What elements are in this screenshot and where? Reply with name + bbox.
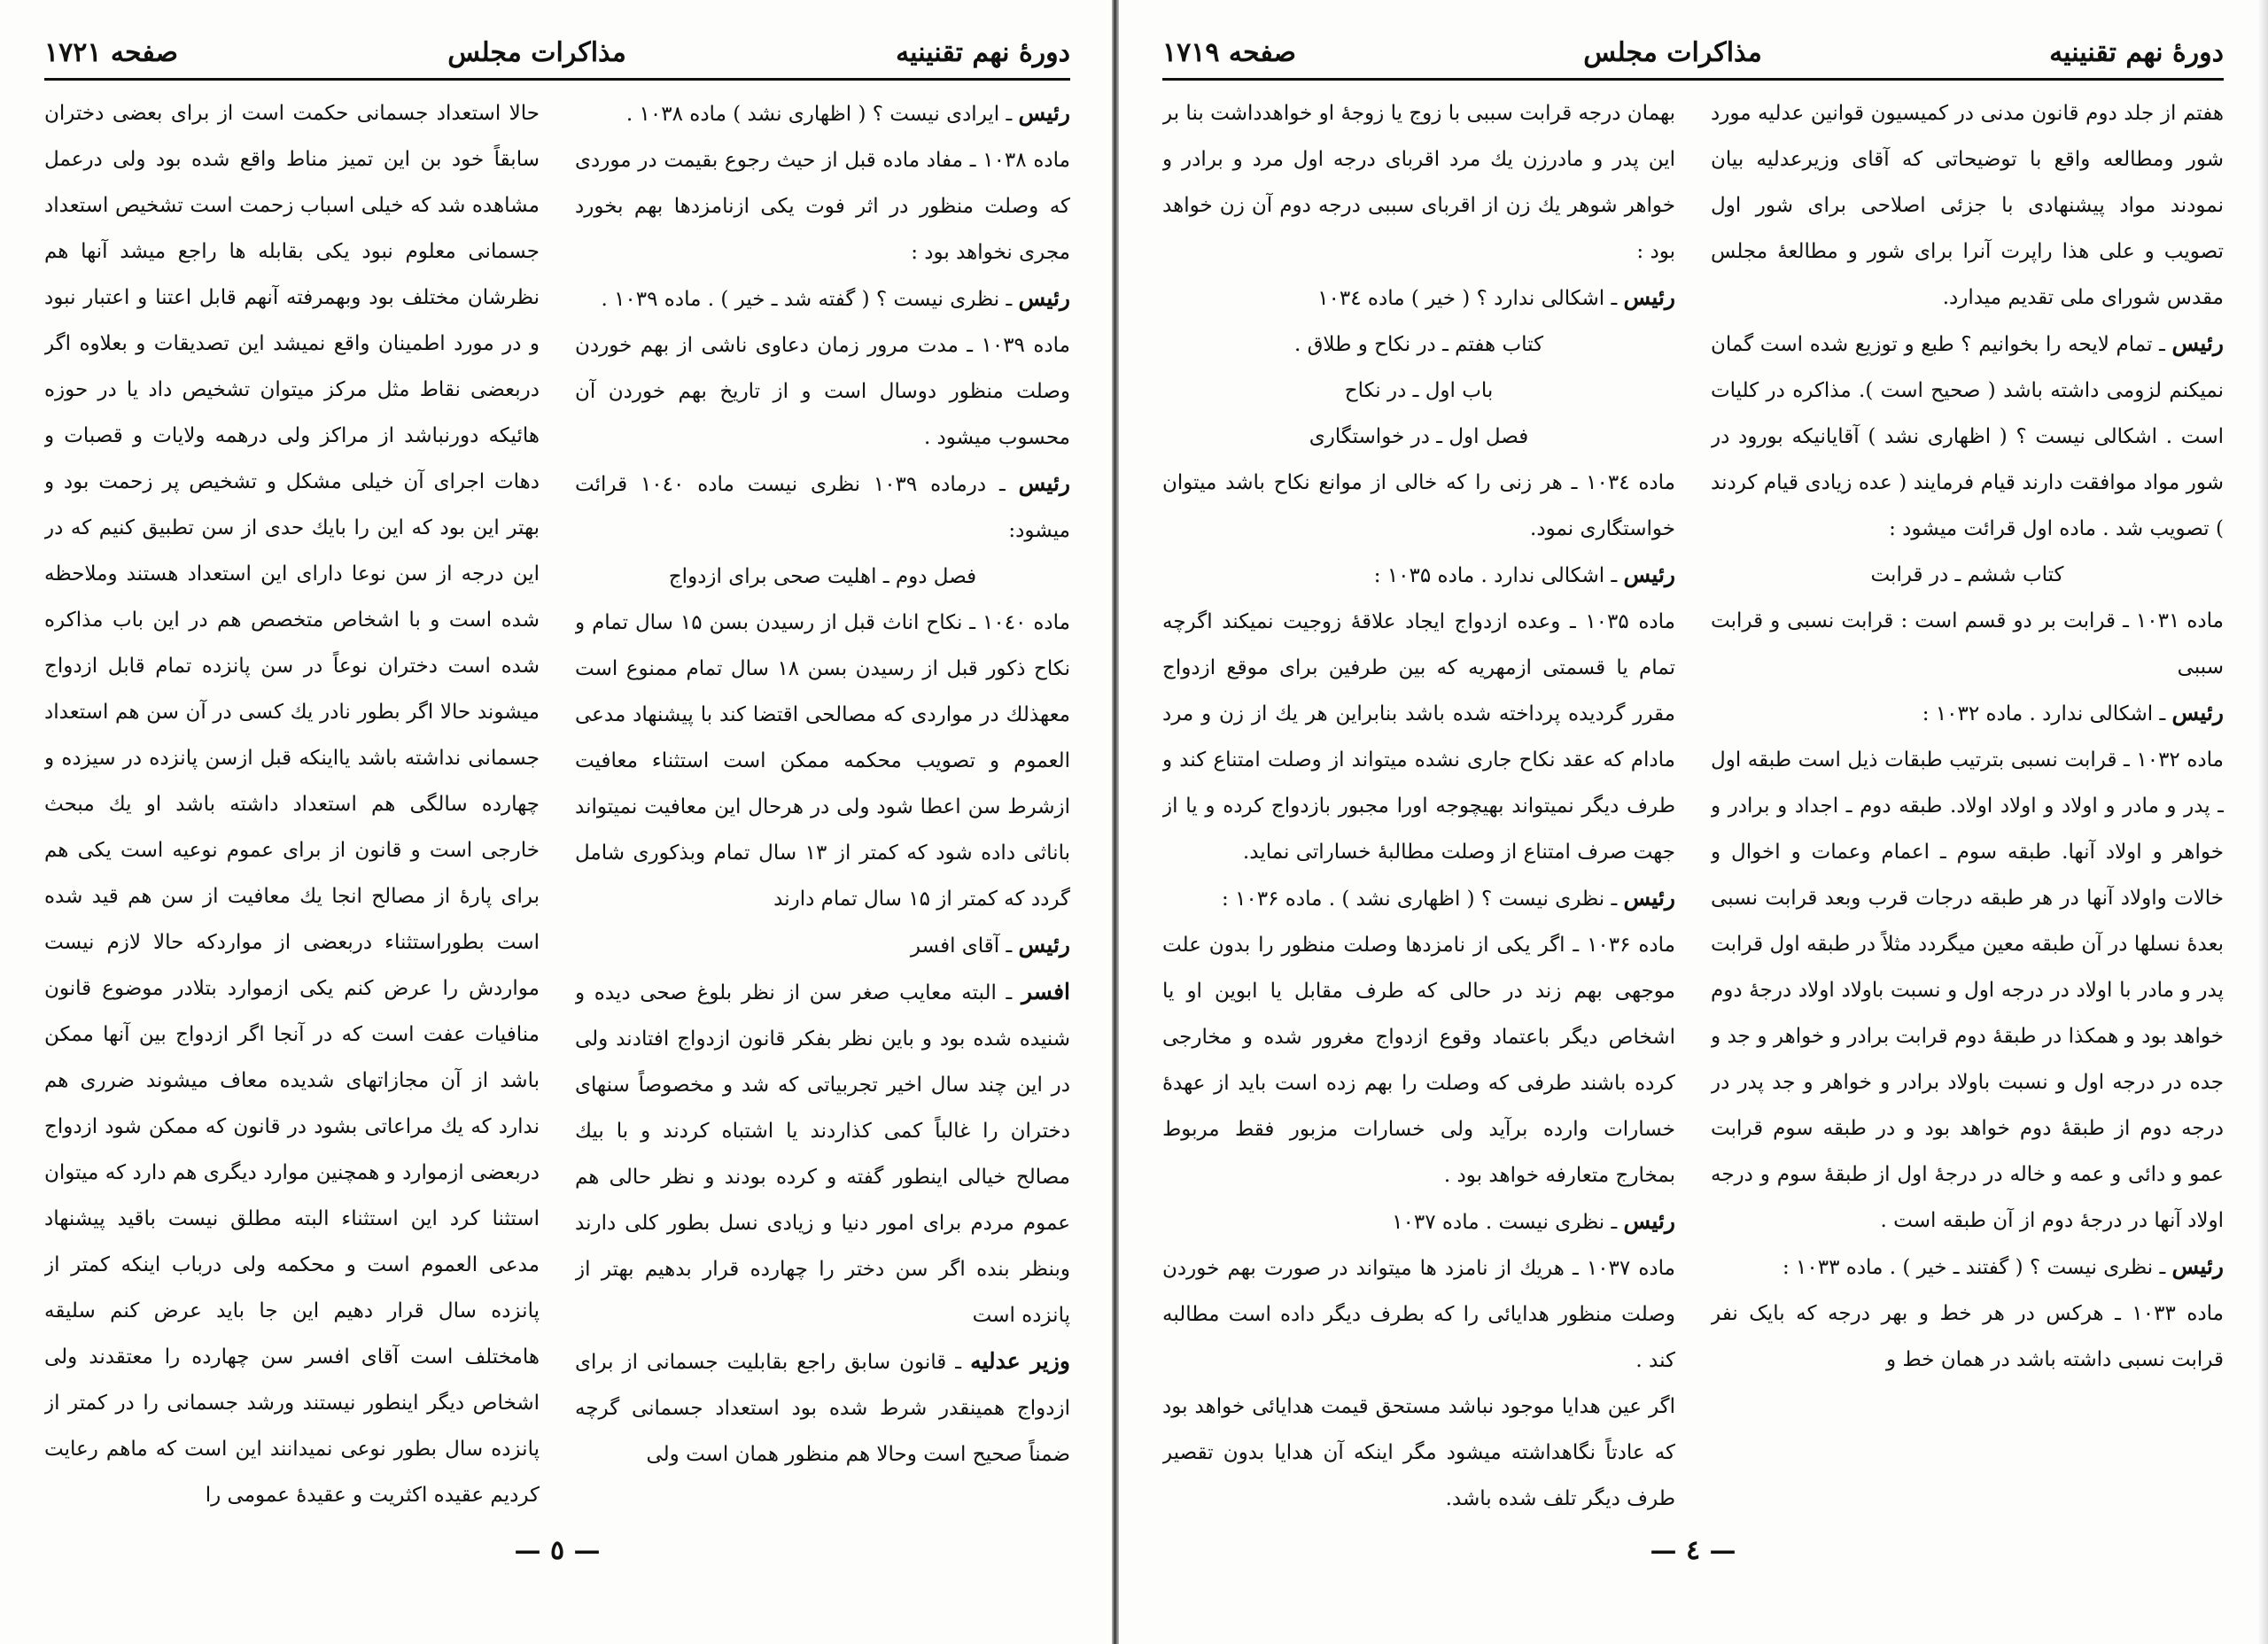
speaker-paragraph bbox=[575, 922, 1070, 969]
left-page-columns bbox=[44, 90, 1070, 1511]
paragraph-text: ـ درماده ۱۰۳۹ نظری نیست ماده ۱۰٤۰ قرائت میشود: bbox=[575, 473, 1070, 542]
journal-title: مذاکرات مجلس bbox=[447, 36, 626, 68]
paragraph-text: ـ تمام لایحه را بخوانیم ؟ طبع و توزیع شده است گمان نمیکنم لزومی داشته باشد ( صحیح است ). مذاکره در کلیات است . اشکالی نیست ؟ ( اظهاری نشد ) آقایانیکه بورود در شور مواد موافقت دارند قیام فرمایند ( عده زیادی قیام کردند ) تصویب شد . ماده اول قرائت میشود : bbox=[1711, 333, 2224, 540]
paragraph-text: ماده ۱۰۳۶ ـ اگر یکی از نامزدها وصلت منظور را بدون علت موجهی بهم زند در حالی که طرف مقابل یا ابوین او یا اشخاص دیگر باعتماد وقوع ازدواج مغرور شده و مخارجی کرده باشند طرفی که وصلت را بهم زده است باید از عهدهٔ خسارات وارده برآید ولی خسارات مزبور فقط مربوط بمخارج متعارفه خواهد بود . bbox=[1162, 934, 1675, 1187]
session-label: دورهٔ نهم تقنینیه bbox=[2049, 36, 2224, 68]
paragraph-text: حالا استعداد جسمانی حکمت است از برای بعضی دختران سابقاً خود بن این تمیز مناط واقع شده بود ولی درعمل مشاهده شد که خیلی اسباب زحمت است تشخیص استعداد جسمانی معلوم نبود یکی بقابله ها راجع میشد آنها هم نظرشان مختلف بود وبهمرفته آنهم قابل اعتنا و اعتبار نبود و در مورد اطمینان واقع نمیشد این تصدیقات و بعلاوه اگر دربعضی نقاط مثل مرکز میتوان تشخیص داد یا در حوزه هائیکه دورنباشد از مراکز ولی درهمه ولایات و قصبات و دهات اجرای آن خیلی مشکل و تشخیص پر زحمت بود و بهتر این بود که این را بایك حدی از سن تطبیق کنیم که در این درجه از سن نوعا دارای این استعداد هستند وملاحظه شده است و با اشخاص متخصص هم در این باب مذاکره شده است دختران نوعاً در سن پانزده تمام قابل ازدواج میشوند حالا اگر بطور نادر یك کسی در آن سن هم استعداد جسمانی نداشته باشد یااینکه قبل ازسن پانزده در سیزده و چهارده سالگی هم استعداد داشته باشد او یك مبحث خارجی است و قانون از برای عموم نوعیه است یکی هم برای پارهٔ از مصالح انجا یك معافیت از سن هم قید شده است بطوراستثناء دربعضی از مواردکه حالا لازم نیست مواردش را عرض کنم یکی ازموارد بتلادر موضوع قانون منافیات عفت است که در آنجا اگر ازدواج بین آنها ممکن باشد از آن مجازاتهای شدیده معاف میشوند ضرری هم ندارد که یك مراعاتی بشود در قانون که ممکن شود ازدواج دربعضی ازموارد و همچنین موارد دیگری هم دارد که میتوان استثنا کرد این استثناء البته مطلق نیست باقید پیشنهاد مدعی العموم است و محکمه ولی درباب اینکه کمتر از پانزده سال قرار دهیم این جا باید عرض کنم سلیقه هامختلف است آقای افسر سن چهارده را معتقدند ولی اشخاص دیگر اینطور نیستند ورشد جسمانی را در کمتر از پانزده سال بطور نوعی نمیدانند این است که ماهم رعایت کردیم عقیده اکثریت و عقیدهٔ عمومی را bbox=[44, 102, 540, 1507]
speaker-paragraph bbox=[575, 969, 1070, 1338]
paragraph-text: ـ نظری نیست ؟ ( گفته شد ـ خیر ) . ماده ۱۰۳۹ . bbox=[601, 288, 1019, 311]
paragraph-text: بهمان درجه قرابت سببی با زوج یا زوجهٔ او خواهدداشت بنا بر این پدر و مادرزن یك مرد اقربای درجه اول مرد و برادر و خواهر شوهر یك زن از اقربای سببی درجه دوم آن زن خواهد بود : bbox=[1162, 102, 1675, 263]
speaker-name: رئیس bbox=[1623, 1208, 1675, 1234]
paragraph-text: ماده ۱۰۳۳ ـ هرکس در هر خط و بهر درجه که بایک نفر قرابت نسبی داشته باشد در همان خط و bbox=[1711, 1302, 2224, 1371]
paragraph bbox=[1162, 922, 1675, 1198]
paragraph-text: ـ نظری نیست ؟ ( اظهاری نشد ) . ماده ۱۰۳۶ : bbox=[1222, 888, 1624, 911]
speaker-paragraph bbox=[1711, 1244, 2224, 1291]
paragraph-text: ـ اشکالی ندارد . ماده ۱۰۳۵ : bbox=[1373, 564, 1624, 587]
page-label: صفحه ۱۷۱۹ bbox=[1162, 36, 1296, 68]
paragraph-text: ماده ۱۰۳۷ ـ هریك از نامزد ها میتواند در صورت بهم خوردن وصلت منظور هدایائی را که بطرف دیگر داده است مطالبه کند . bbox=[1162, 1257, 1675, 1372]
speaker-paragraph bbox=[1162, 1198, 1675, 1245]
paragraph-text: ـ اشکالی ندارد ؟ ( خیر ) ماده ۱۰۳٤ bbox=[1317, 287, 1624, 310]
paragraph bbox=[1162, 1384, 1675, 1511]
page-number: — ٥ — bbox=[514, 1535, 601, 1566]
page-edge bbox=[2257, 0, 2268, 1644]
speaker-name: رئیس bbox=[1623, 284, 1675, 310]
paragraph bbox=[44, 90, 540, 1511]
paragraph bbox=[575, 600, 1070, 922]
left-page bbox=[0, 0, 1115, 1644]
paragraph-text: ـ اشکالی ندارد . ماده ۱۰۳۲ : bbox=[1922, 702, 2172, 725]
section-heading bbox=[575, 554, 1070, 600]
paragraph bbox=[1162, 460, 1675, 552]
paragraph bbox=[1162, 1245, 1675, 1384]
paragraph-text: ماده ۱۰۳۲ ـ قرابت نسبی بترتیب طبقات ذیل است طبقه اول ـ پدر و مادر و اولاد و اولاد اولاد. طبقه دوم ـ اجداد و برادر و خواهر و اولاد آنها. طبقه سوم ـ اعمام وعمات و اخوال و خالات واولاد آنها در هر طبقه درجات قرب وبعد قرابت نسبی بعدهٔ نسلها در آن طبقه معین میگردد مثلاً در طبقه اول قرابت پدر و مادر با اولاد در درجه اول و نسبت باولاد اولاد درجهٔ دوم خواهد بود و همکذا در طبقهٔ دوم قرابت برادر و خواهر و جد و جده در درجه اول و نسبت باولاد برادر و خواهر و جد پدر در درجه دوم از طبقهٔ دوم خواهد بود و در طبقه سوم قرابت عمو و دائی و عمه و خاله در درجهٔ اول از طبقهٔ سوم و درجه اولاد آنها در درجهٔ دوم از آن طبقه است . bbox=[1711, 748, 2224, 1232]
paragraph-text: ماده ۱۰۳۵ ـ وعده ازدواج ایجاد علاقهٔ زوجیت نمیکند اگرچه تمام یا قسمتی ازمهریه که بین طرفین برای موقع ازدواج مقرر گردیده پرداخته شده باشد بنابراین هر یك از زن و مرد مادام که عقد نکاح جاری نشده میتواند از وصلت امتناع کند و طرف دیگر نمیتواند بهیچوجه اورا مجبور بازدواج کرده و یا از جهت صرف امتناع از وصلت مطالبهٔ خساراتی نماید. bbox=[1162, 610, 1675, 864]
paragraph-text: فصل اول ـ در خواستگاری bbox=[1309, 425, 1529, 448]
paragraph-text: ـ آقای افسر bbox=[910, 934, 1019, 958]
paragraph bbox=[1711, 598, 2224, 690]
paragraph bbox=[1162, 90, 1675, 275]
journal-title: مذاکرات مجلس bbox=[1583, 36, 1762, 68]
right-page-header bbox=[1162, 27, 2224, 81]
paragraph-text: ـ البته معایب صغر سن از نظر بلوغ صحی دیده و شنیده شده بود و باین نظر بفکر قانون ازدواج افتادند ولی در این چند سال اخیر تجربیاتی که شد و مخصوصاً سنهای دختران را غالباً کمی کذاردند یا اشتباه کردند و با بیك مصالح خیالی اینطور گفته و کرده بودند و نظر حالی هم عموم مردم برای امور دنیا و زیادی نسل بطور کلی دارند وبنظر بنده اگر سن دختر را چهارده قرار بدهیم بهتر از پانزده است bbox=[575, 981, 1070, 1327]
speaker-name: رئیس bbox=[1018, 100, 1070, 126]
speaker-name: رئیس bbox=[2171, 1253, 2224, 1279]
left-page-header bbox=[44, 27, 1070, 81]
paragraph-text: ـ نظری نیست . ماده ۱۰۳۷ bbox=[1392, 1211, 1624, 1234]
section-heading bbox=[1711, 552, 2224, 598]
speaker-paragraph bbox=[575, 1338, 1070, 1477]
speaker-paragraph bbox=[1711, 321, 2224, 552]
paragraph-text: باب اول ـ در نکاح bbox=[1344, 379, 1494, 402]
right-page bbox=[1118, 0, 2268, 1644]
paragraph bbox=[575, 322, 1070, 461]
paragraph bbox=[1162, 599, 1675, 875]
speaker-paragraph bbox=[575, 461, 1070, 554]
paragraph-text: کتاب ششم ـ در قرابت bbox=[1870, 563, 2064, 586]
paragraph-text: کتاب هفتم ـ در نکاح و طلاق . bbox=[1293, 333, 1544, 356]
speaker-paragraph bbox=[1162, 275, 1675, 322]
paragraph-text: ماده ۱۰۳۹ ـ مدت مرور زمان دعاوی ناشی از بهم خوردن وصلت منظور دوسال است و از تاریخ بهم خوردن آن محسوب میشود . bbox=[575, 334, 1070, 449]
paragraph-text: ـ قانون سابق راجع بقابلیت جسمانی از برای ازدواج همینقدر شرط شده بود استعداد جسمانی گرچه ضمناً صحیح است وحالا هم منظور همان است ولی bbox=[575, 1351, 1070, 1466]
section-heading bbox=[1162, 368, 1675, 414]
paragraph-text: اگر عین هدایا موجود نباشد مستحق قیمت هدایائی خواهد بود که عادتاً نگاهداشته میشود مگر اینکه آن هدایا بدون تقصیر طرف دیگر تلف شده باشد. bbox=[1162, 1395, 1675, 1510]
paragraph-text: فصل دوم ـ اهلیت صحی برای ازدواج bbox=[668, 565, 977, 588]
right-page-column-2 bbox=[1162, 90, 1675, 1511]
section-heading bbox=[1162, 322, 1675, 368]
speaker-paragraph bbox=[575, 90, 1070, 137]
right-page-column-1 bbox=[1711, 90, 2224, 1511]
speaker-name: افسر bbox=[1021, 979, 1070, 1004]
paragraph-text: ـ نظری نیست ؟ ( گفتند ـ خیر ) . ماده ۱۰۳۳ : bbox=[1782, 1256, 2172, 1279]
paragraph-text: هفتم از جلد دوم قانون مدنی در کمیسیون قوانین عدلیه مورد شور ومطالعه واقع با توضیحاتی که آقای وزیرعدلیه بیان نمودند مواد پیشنهادی با جزئی اصلاحی برای شور اول تصویب و علی هذا راپرت آنرا برای شور و مطالعهٔ مجلس مقدس شورای ملی تقدیم میدارد. bbox=[1711, 102, 2224, 309]
page-label: صفحه ۱۷۲۱ bbox=[44, 36, 178, 68]
speaker-name: رئیس bbox=[1623, 562, 1675, 587]
speaker-paragraph bbox=[1162, 875, 1675, 922]
speaker-paragraph bbox=[1711, 690, 2224, 737]
paragraph-text: ماده ۱۰۳٤ ـ هر زنی را که خالی از موانع نکاح باشد میتوان خواستگاری نمود. bbox=[1162, 471, 1675, 540]
paragraph-text: ماده ۱۰۳۸ ـ مفاد ماده قبل از حیث رجوع بقیمت در موردی که وصلت منظور در اثر فوت یکی ازنامزدها بهم بخورد مجری نخواهد بود : bbox=[575, 149, 1070, 264]
paragraph-text: ماده ۱۰۳۱ ـ قرابت بر دو قسم است : قرابت نسبی و قرابت سببی bbox=[1711, 609, 2224, 679]
section-heading bbox=[1162, 414, 1675, 460]
left-page-column-2 bbox=[44, 90, 540, 1511]
right-page-columns bbox=[1162, 90, 2224, 1511]
page-number: — ٤ — bbox=[1650, 1535, 1736, 1566]
paragraph bbox=[1711, 90, 2224, 321]
speaker-name: وزیر عدلیه bbox=[970, 1348, 1070, 1374]
speaker-paragraph bbox=[575, 275, 1070, 322]
speaker-name: رئیس bbox=[1018, 285, 1070, 311]
paragraph bbox=[575, 137, 1070, 275]
paragraph-text: ماده ۱۰٤۰ ـ نکاح اناث قبل از رسیدن بسن ۱۵ سال تمام و نکاح ذکور قبل از رسیدن بسن ۱۸ سال تمام ممنوع است معهذلك در مواردی که مصالحی اقتضا کند با پیشنهاد مدعی العموم و تصویب محکمه ممکن است استثناء معافیت ازشرط سن اعطا شود ولی در هرحال این معافیت نمیتواند باناثی داده شود که کمتر از ۱۳ سال تمام وبذکوری شامل گردد که کمتر از ۱۵ سال تمام دارند bbox=[575, 611, 1070, 911]
paragraph bbox=[1711, 737, 2224, 1244]
session-label: دورهٔ نهم تقنینیه bbox=[896, 36, 1070, 68]
speaker-name: رئیس bbox=[2171, 700, 2224, 725]
speaker-name: رئیس bbox=[2171, 330, 2224, 356]
speaker-paragraph bbox=[1162, 552, 1675, 599]
paragraph bbox=[1711, 1291, 2224, 1383]
speaker-name: رئیس bbox=[1623, 885, 1675, 911]
speaker-name: رئیس bbox=[1018, 932, 1070, 958]
paragraph-text: ـ ایرادی نیست ؟ ( اظهاری نشد ) ماده ۱۰۳۸ . bbox=[625, 103, 1019, 126]
speaker-name: رئیس bbox=[1018, 470, 1070, 496]
left-page-column-1 bbox=[575, 90, 1070, 1511]
